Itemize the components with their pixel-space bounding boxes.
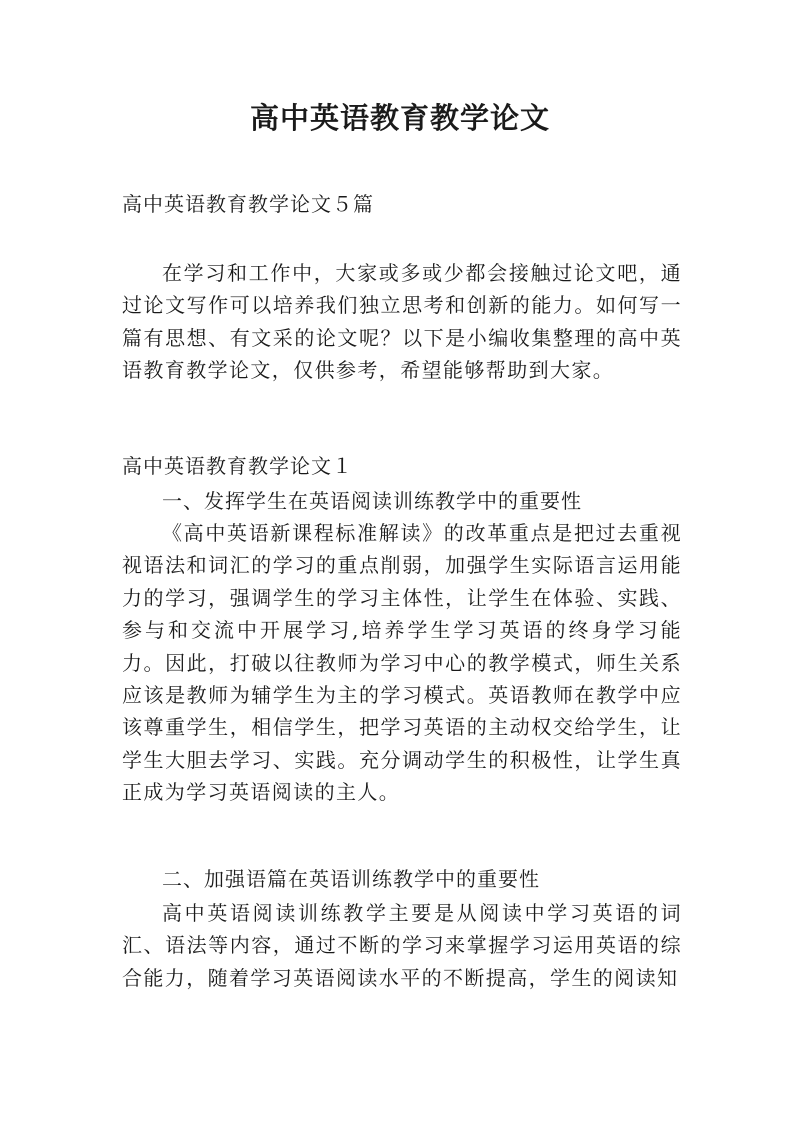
body-paragraph-1: 《高中英语新课程标准解读》的改革重点是把过去重视视语法和词汇的学习的重点削弱，加强学生实际语言运用能力的学习，强调学生的学习主体性，让学生在体验、实践、参与和交流中开展学习,培养学生学习英语的终身学习能力。因此，打破以往教师为学习中心的教学模式，师生关系应该是教师为辅学生为主的学习模式。英语教师在教学中应该尊重学生，相信学生，把学习英语的主动权交给学生，让学生大胆去学习、实践。充分调动学生的积极性，让学生真正成为学习英语阅读的主人。 [122,521,682,805]
section-title: 高中英语教育教学论文１ [122,454,353,478]
intro-paragraph: 在学习和工作中，大家或多或少都会接触过论文吧，通过论文写作可以培养我们独立思考和创新的能力。如何写一篇有思想、有文采的论文呢？以下是小编收集整理的高中英语教育教学论文，仅供参考，希望能够帮助到大家。 [122,261,682,383]
section-heading-1: 一、发挥学生在英语阅读训练教学中的重要性 [162,489,582,513]
section-heading-2: 二、加强语篇在英语训练教学中的重要性 [162,867,540,891]
body-paragraph-2: 高中英语阅读训练教学主要是从阅读中学习英语的词汇、语法等内容，通过不断的学习来掌握学习运用英语的综合能力，随着学习英语阅读水平的不断提高，学生的阅读知 [122,901,682,990]
document-subtitle: 高中英语教育教学论文５篇 [122,192,374,216]
document-title: 高中英语教育教学论文 [249,101,550,135]
